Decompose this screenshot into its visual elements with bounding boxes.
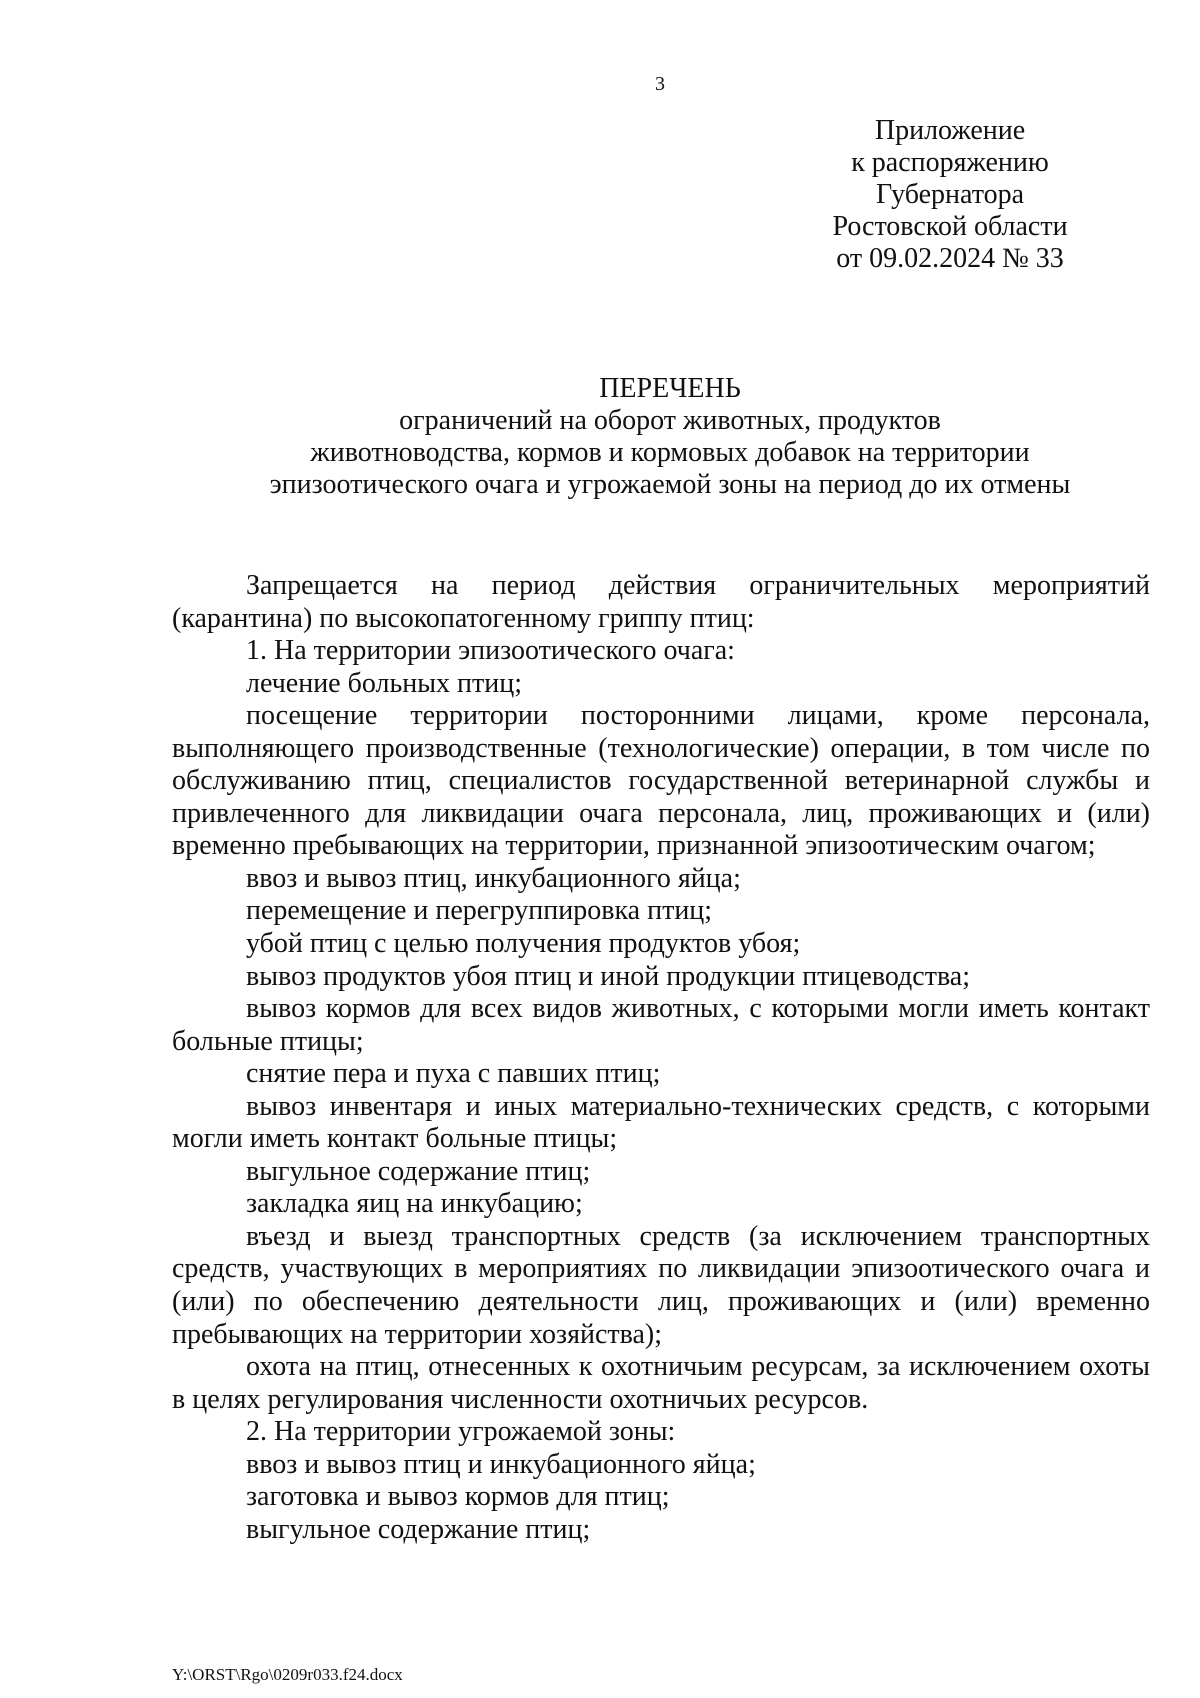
list-item: вывоз кормов для всех видов животных, с которыми могли иметь контакт больные птицы; [172, 993, 1150, 1057]
list-item: вывоз продуктов убоя птиц и иной продукции птицеводства; [246, 960, 971, 992]
title-line: животноводства, кормов и кормовых добавок на территории [310, 437, 1030, 468]
appendix-line: Губернатора [875, 179, 1025, 210]
title-heading: ПЕРЕЧЕНЬ [599, 373, 741, 404]
appendix-line: Приложение [874, 115, 1026, 146]
appendix-line: к распоряжению [851, 147, 1049, 178]
list-item: въезд и выезд транспортных средств (за исключением транспортных средств, участвующих в мероприятиях по ликвидации эпизоотического очага и (или) по обеспечению деятельности лиц, проживающих и (или) временно пребывающих на территории хозяйства); [172, 1220, 1150, 1350]
section-heading: 1. На территории эпизоотического очага: [246, 635, 735, 667]
list-item: выгульное содержание птиц; [246, 1155, 591, 1187]
list-item: ввоз и вывоз птиц, инкубационного яйца; [246, 862, 741, 894]
list-item: закладка яиц на инкубацию; [246, 1188, 583, 1220]
list-item: снятие пера и пуха с павших птиц; [246, 1058, 661, 1090]
document-body [172, 570, 1150, 1546]
list-item: перемещение и перегруппировка птиц; [246, 895, 713, 927]
intro-paragraph: Запрещается на период действия ограничительных мероприятий (карантина) по высокопатогенному гриппу птиц: [172, 570, 1150, 634]
list-item: посещение территории посторонними лицами, кроме персонала, выполняющего производственные (технологические) операции, в том числе по обслуживанию птиц, специалистов государственной ветеринарной службы и привлеченного для ликвидации очага персонала, лиц, проживающих и (или) временно пребывающих на территории, признанной эпизоотическим очагом; [172, 700, 1150, 862]
title-line: ограничений на оборот животных, продуктов [399, 405, 941, 436]
title-line: эпизоотического очага и угрожаемой зоны на период до их отмены [269, 469, 1071, 500]
list-item: вывоз инвентаря и иных материально-технических средств, с которыми могли иметь контакт больные птицы; [172, 1090, 1150, 1155]
list-item: заготовка и вывоз кормов для птиц; [246, 1481, 670, 1513]
appendix-block [800, 115, 1100, 275]
document-title [170, 373, 1170, 501]
appendix-line: Ростовской области [832, 211, 1068, 242]
list-item: выгульное содержание птиц; [246, 1513, 591, 1545]
list-item: лечение больных птиц; [246, 667, 522, 699]
page-number: 3 [655, 73, 665, 95]
list-item: ввоз и вывоз птиц и инкубационного яйца; [246, 1448, 756, 1480]
appendix-line: от 09.02.2024 № 33 [836, 243, 1064, 274]
section-heading: 2. На территории угрожаемой зоны: [246, 1416, 676, 1448]
list-item: убой птиц с целью получения продуктов убоя; [246, 928, 801, 960]
file-path-footer: Y:\ORST\Rgo\0209r033.f24.docx [172, 1665, 403, 1684]
list-item: охота на птиц, отнесенных к охотничьим ресурсам, за исключением охоты в целях регулирования численности охотничьих ресурсов. [172, 1351, 1150, 1415]
